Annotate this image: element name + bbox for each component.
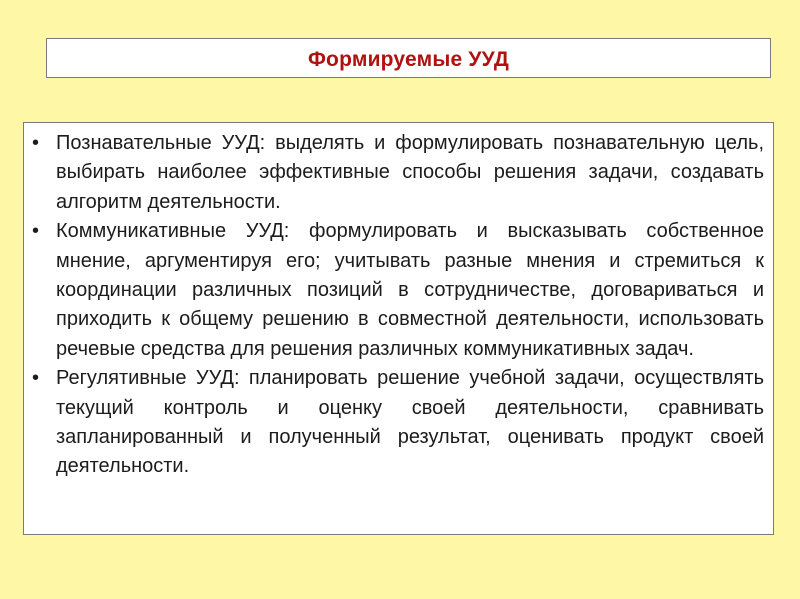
bullet-marker: • xyxy=(32,220,40,243)
slide-title: Формируемые УУД xyxy=(307,48,510,71)
content-box xyxy=(23,122,774,535)
bullet-item-communicative xyxy=(32,217,764,364)
bullet-marker: • xyxy=(32,367,40,390)
bullet-item-regulatory xyxy=(32,364,764,482)
bullet-text: Коммуникативные УУД: формулировать и высказывать собственное мнение, аргументируя его; учитывать разные мнения и стремиться к координации различных позиций в сотрудничестве, договариваться и приходить к общему решению в совместной деятельности, использовать речевые средства для решения различных коммуникативных задач. xyxy=(56,220,764,360)
bullet-list xyxy=(32,129,764,482)
title-box xyxy=(46,38,771,78)
bullet-marker: • xyxy=(32,132,40,154)
bullet-text: Познавательные УУД: выделять и формулировать познавательную цель, выбирать наиболее эффективные способы решения задачи, создавать алгоритм деятельности. xyxy=(56,132,764,213)
bullet-item-cognitive xyxy=(32,129,764,217)
bullet-text: Регулятивные УУД: планировать решение учебной задачи, осуществлять текущий контроль и оценку своей деятельности, сравнивать запланированный и полученный результат, оценивать продукт своей деятельности. xyxy=(56,367,764,478)
